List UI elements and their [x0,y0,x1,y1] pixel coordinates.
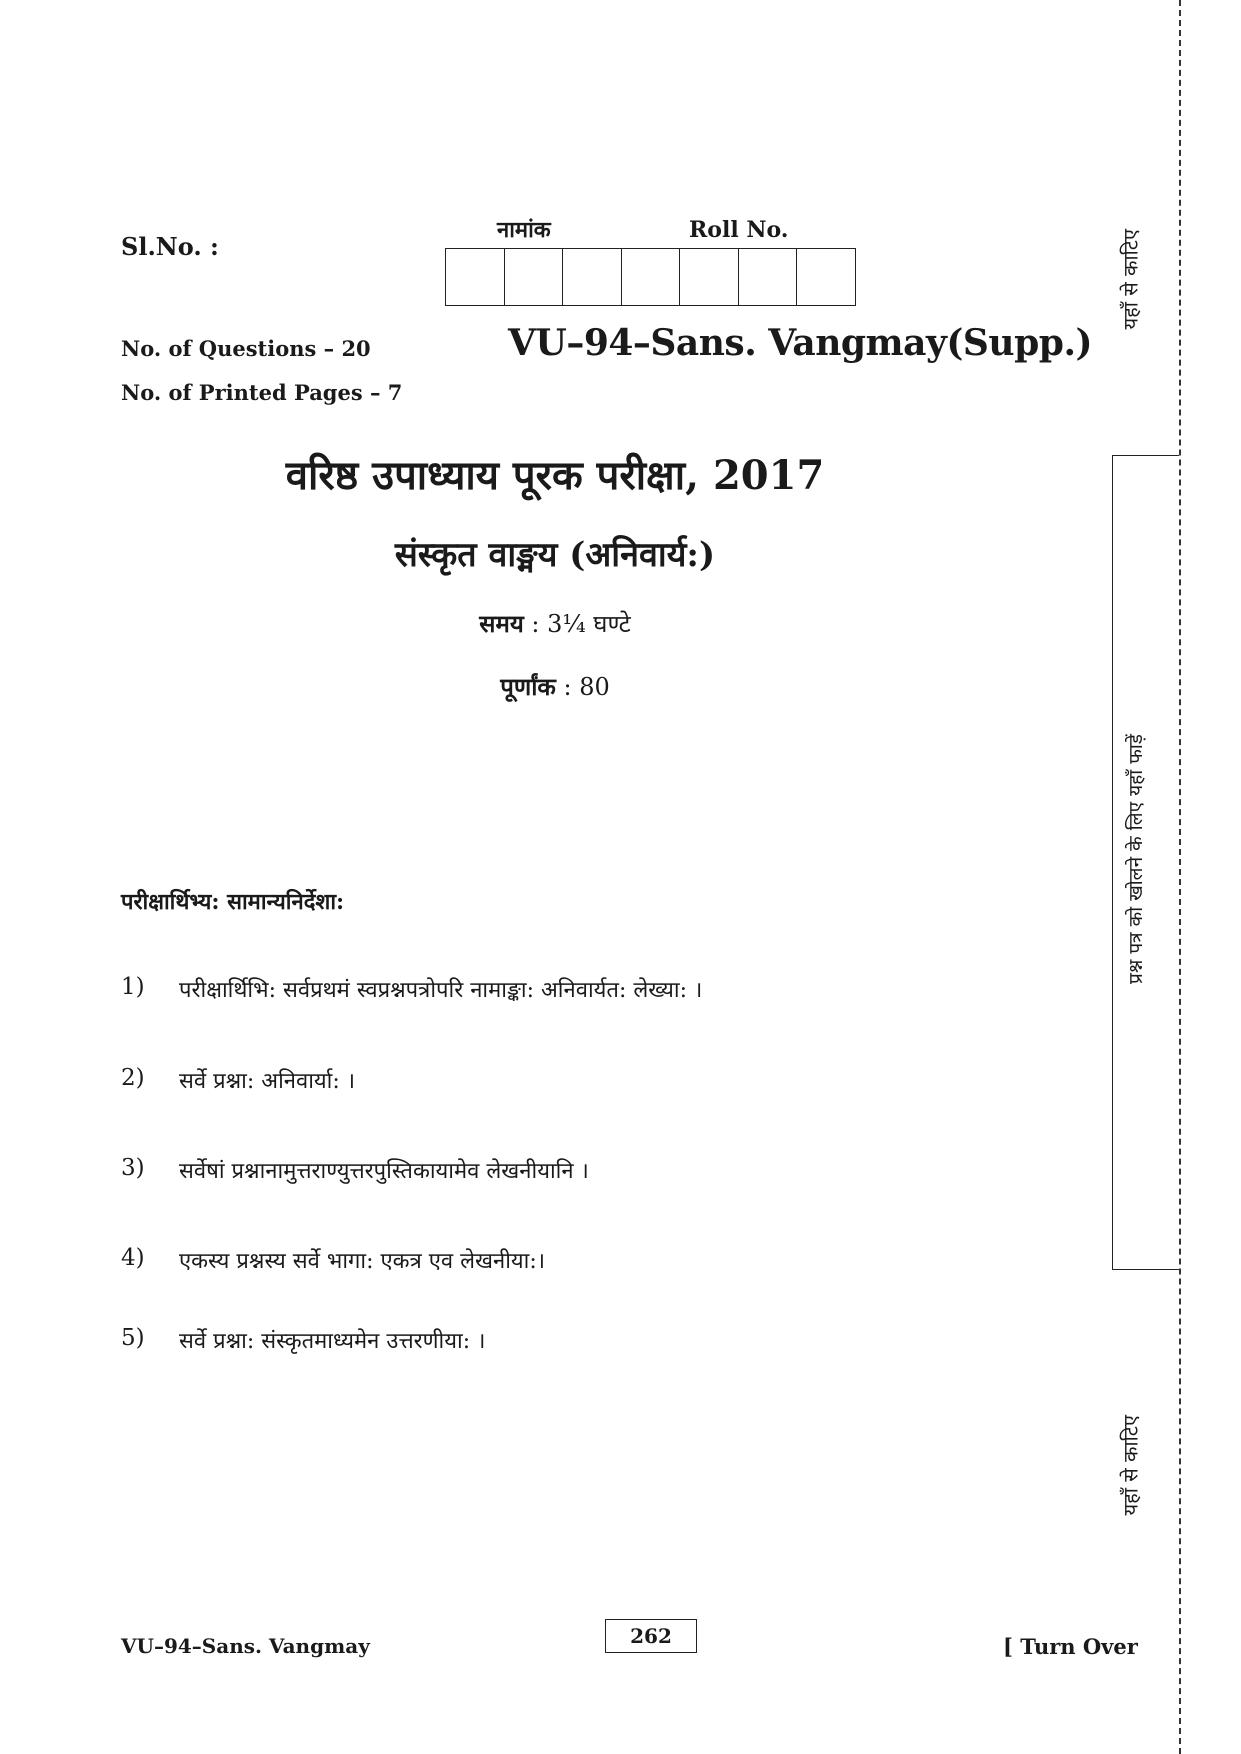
roll-number-box[interactable] [797,249,855,305]
instruction-number: 2) [121,1065,145,1091]
tear-here-label: प्रश्न पत्र को खोलने के लिए यहाँ फाड़ें [1125,734,1147,984]
marks-value: : 80 [563,673,610,701]
time-value: : 3¼ घण्टे [531,610,631,638]
turn-over-label: [ Turn Over [1003,1634,1138,1659]
instruction-item [121,1245,545,1275]
roll-number-box[interactable] [680,249,739,305]
instruction-text: सर्वे प्रश्ना: संस्कृतमाध्यमेन उत्तरणीया: । [179,1329,486,1354]
instruction-text: सर्वे प्रश्ना: अनिवार्या: । [179,1069,356,1094]
roll-number-box[interactable] [622,249,681,305]
total-marks [0,670,1110,703]
page-number: 262 [605,1619,697,1653]
cut-line [1179,0,1181,1754]
roll-number-box[interactable] [563,249,622,305]
subject-title: संस्कृत वाङ्मय (अनिवार्य:) [394,535,716,575]
instruction-item [121,1065,355,1095]
instruction-item [121,1325,485,1355]
instructions-title: परीक्षार्थिभ्य: सामान्यनिर्देशा: [121,889,345,915]
instruction-text: सर्वेषां प्रश्नानामुत्तराण्युत्तरपुस्तिकायामेव लेखनीयानि । [179,1159,589,1184]
cut-here-top-label: यहाँ से काटिए [1118,229,1143,330]
instruction-number: 3) [121,1155,145,1181]
number-of-questions: No. of Questions – 20 [121,336,371,361]
exam-duration [0,607,1110,640]
roll-number-box[interactable] [739,249,798,305]
namank-label: नामांक [497,217,551,243]
roll-number-box[interactable] [505,249,564,305]
instruction-number: 1) [121,974,145,1000]
instruction-text: परीक्षार्थिभि: सर्वप्रथमं स्वप्रश्नपत्रोपरि नामाङ्का: अनिवार्यत: लेख्या: । [179,978,703,1003]
exam-title: वरिष्ठ उपाध्याय पूरक परीक्षा, 2017 [285,452,825,499]
number-of-printed-pages: No. of Printed Pages – 7 [121,380,403,405]
instruction-text: एकस्य प्रश्नस्य सर्वे भागा: एकत्र एव लेखनीया:। [179,1249,546,1274]
paper-code: VU–94–Sans. Vangmay(Supp.) [508,322,1093,364]
roll-number-label: Roll No. [689,217,789,243]
time-label: समय [479,609,524,638]
footer-paper-code: VU–94–Sans. Vangmay [121,1634,370,1658]
instruction-item [121,1155,589,1185]
marks-label: पूर्णांक [500,672,556,701]
instruction-number: 4) [121,1245,145,1271]
roll-number-box[interactable] [446,249,505,305]
roll-number-boxes [445,248,856,306]
instruction-item [121,974,702,1004]
instruction-number: 5) [121,1325,145,1351]
cut-here-bottom-label: यहाँ से काटिए [1118,1415,1143,1516]
serial-number-label: Sl.No. : [121,232,219,261]
